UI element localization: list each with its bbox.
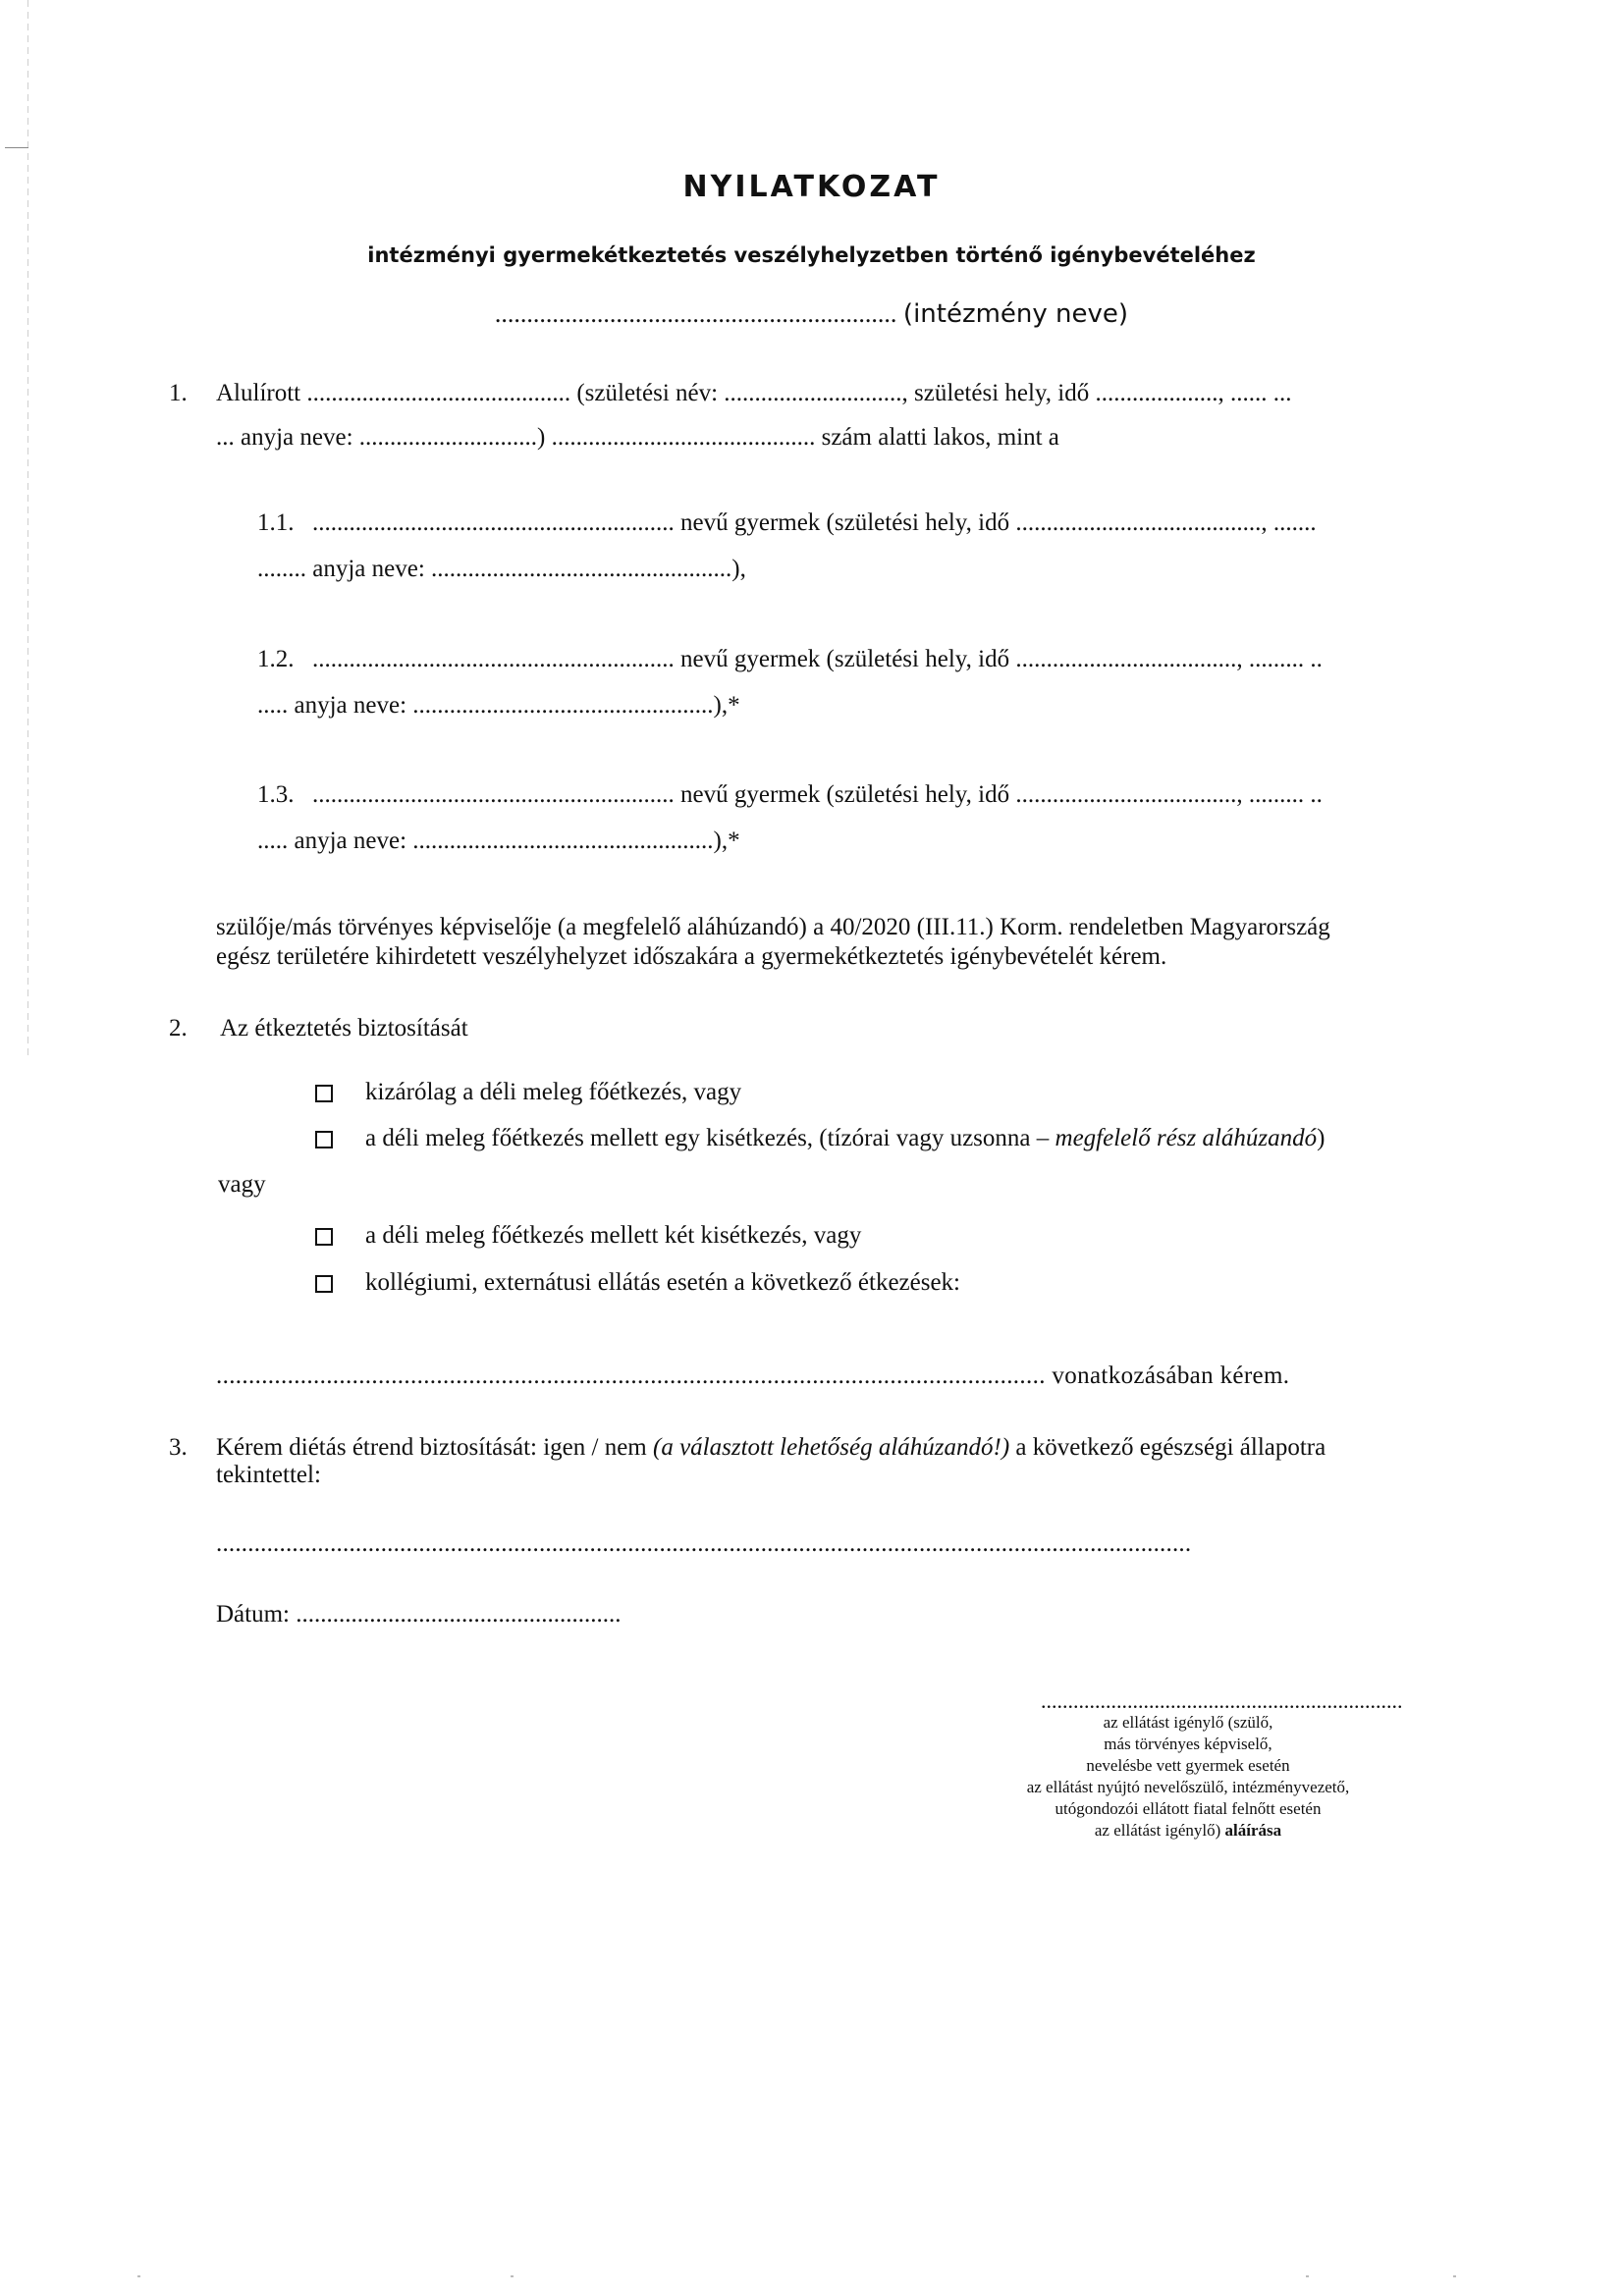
signature-caption-last: az ellátást igénylő) bbox=[1094, 1821, 1225, 1840]
child-3-line-1[interactable]: ........................................................... nevű gyermek (születési hely, idő ...................................., ......... .. bbox=[312, 781, 1323, 808]
section-3-italic-note: (a választott lehetőség aláhúzandó!) bbox=[653, 1434, 1010, 1461]
scan-margin-line bbox=[27, 0, 28, 1060]
option-1-label: kizárólag a déli meleg főétkezés, vagy bbox=[365, 1079, 742, 1105]
meals-request-line bbox=[216, 1362, 1289, 1391]
document-subtitle: intézményi gyermekétkeztetés veszélyhelyzetben történő igénybevételéhez bbox=[367, 243, 1256, 267]
signature-caption-line-5: utógondozói ellátott fiatal felnőtt esetén bbox=[1055, 1799, 1322, 1818]
child-2-line-2[interactable]: ..... anyja neve: .................................................),* bbox=[257, 692, 740, 719]
meals-request-blank[interactable]: ................................................................................................................................ bbox=[216, 1362, 1046, 1389]
option-1-checkbox[interactable] bbox=[315, 1085, 333, 1102]
scan-margin-tick bbox=[5, 147, 28, 148]
option-2-label bbox=[365, 1124, 1325, 1153]
section-3-line-2: tekintettel: bbox=[216, 1462, 321, 1488]
option-3-checkbox[interactable] bbox=[315, 1228, 333, 1246]
scan-speck bbox=[137, 2275, 140, 2277]
signature-blank[interactable]: ................................................................... bbox=[1041, 1688, 1403, 1713]
date-line bbox=[216, 1600, 622, 1629]
section-3-number: 3. bbox=[169, 1434, 188, 1461]
section-1-number: 1. bbox=[169, 380, 188, 406]
signature-caption-line-4: az ellátást nyújtó nevelőszülő, intézményvezető, bbox=[1026, 1778, 1350, 1796]
institution-name-blank[interactable]: ............................................................... bbox=[494, 299, 897, 328]
section-2-number: 2. bbox=[169, 1015, 188, 1041]
signature-caption-bold: aláírása bbox=[1224, 1821, 1282, 1840]
option-3-label: a déli meleg főétkezés mellett két kisétkezés, vagy bbox=[365, 1222, 862, 1249]
section-1-closing-line-1: szülője/más törvényes képviselője (a megfelelő aláhúzandó) a 40/2020 (III.11.) Korm. rendeletben Magyarország bbox=[216, 914, 1330, 940]
child-2-line-1[interactable]: ........................................................... nevű gyermek (születési hely, idő ...................................., ......... .. bbox=[312, 646, 1323, 672]
document-title: NYILATKOZAT bbox=[682, 170, 941, 204]
section-2-heading: Az étkeztetés biztosítását bbox=[220, 1015, 468, 1041]
health-condition-blank[interactable]: .......................................................................................................................................................... bbox=[216, 1530, 1192, 1557]
scan-speck bbox=[1306, 2275, 1309, 2277]
section-1-line-2[interactable]: ... anyja neve: .............................) ........................................... szám alatti lakos, mint a bbox=[216, 424, 1059, 451]
signature-caption-line-2: más törvényes képviselő, bbox=[1104, 1735, 1272, 1753]
child-1-number: 1.1. bbox=[257, 509, 295, 536]
or-label: vagy bbox=[218, 1171, 266, 1198]
option-2-label-plain: a déli meleg főétkezés mellett egy kisétkezés, (tízórai vagy uzsonna – bbox=[365, 1125, 1055, 1151]
date-label: Dátum: bbox=[216, 1601, 290, 1628]
signature-caption bbox=[962, 1712, 1414, 1842]
child-3-line-2[interactable]: ..... anyja neve: .................................................),* bbox=[257, 828, 740, 854]
child-2-number: 1.2. bbox=[257, 646, 295, 672]
child-1-line-2[interactable]: ........ anyja neve: .................................................), bbox=[257, 556, 746, 582]
scan-speck bbox=[1453, 2275, 1456, 2277]
date-blank[interactable]: ..................................................... bbox=[290, 1601, 622, 1628]
section-3-text-end: a következő egészségi állapotra bbox=[1009, 1434, 1326, 1461]
signature-caption-line-3: nevelésbe vett gyermek esetén bbox=[1086, 1756, 1290, 1775]
option-2-checkbox[interactable] bbox=[315, 1131, 333, 1148]
signature-caption-line-6 bbox=[962, 1820, 1414, 1842]
option-4-label: kollégiumi, externátusi ellátás esetén a következő étkezések: bbox=[365, 1269, 961, 1296]
institution-name-line bbox=[0, 299, 1623, 329]
section-1-line-1[interactable]: Alulírott ........................................... (születési név: ............................., születési hely, idő ...................., ...... ... bbox=[216, 380, 1292, 406]
signature-caption-line-1: az ellátást igénylő (szülő, bbox=[1103, 1713, 1273, 1732]
child-3-number: 1.3. bbox=[257, 781, 295, 808]
child-1-line-1[interactable]: ........................................................... nevű gyermek (születési hely, idő ........................................, ....... bbox=[312, 509, 1317, 536]
institution-name-label: (intézmény neve) bbox=[902, 299, 1129, 329]
meals-request-label: vonatkozásában kérem. bbox=[1052, 1362, 1290, 1389]
section-3-line-1 bbox=[216, 1433, 1325, 1463]
scan-speck bbox=[511, 2275, 514, 2277]
option-2-label-italic: megfelelő rész aláhúzandó bbox=[1055, 1125, 1318, 1151]
option-4-checkbox[interactable] bbox=[315, 1275, 333, 1293]
option-2-label-end: ) bbox=[1317, 1125, 1325, 1151]
section-1-closing-line-2: egész területére kihirdetett veszélyhelyzet időszakára a gyermekétkeztetés igénybevételét kérem. bbox=[216, 943, 1167, 970]
section-3-text: Kérem diétás étrend biztosítását: igen / nem bbox=[216, 1434, 653, 1461]
